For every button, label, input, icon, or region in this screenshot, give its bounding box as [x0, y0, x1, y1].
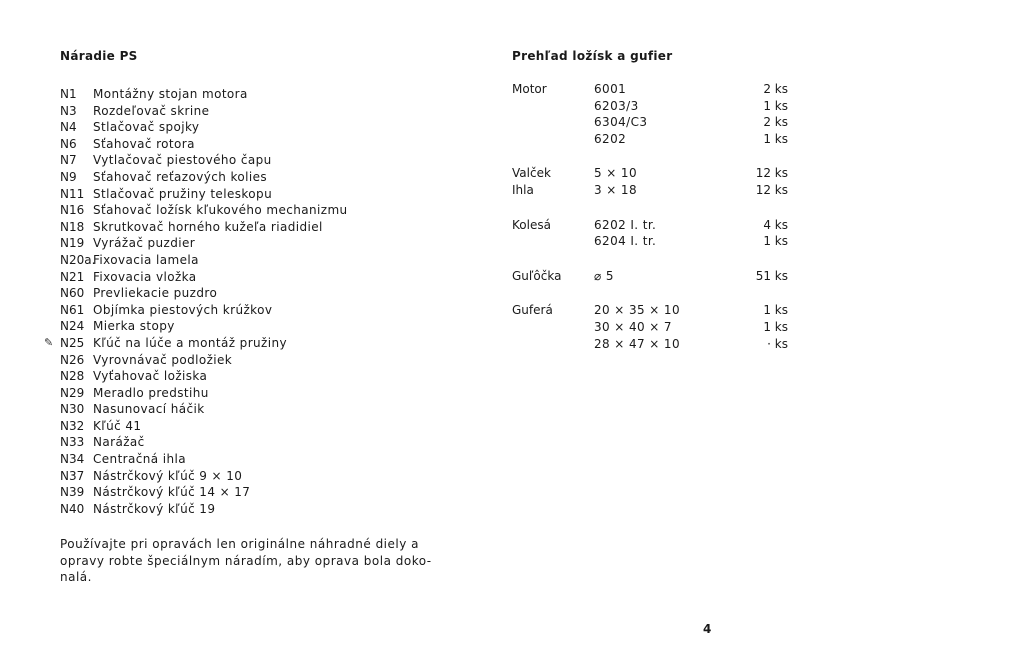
- tool-name: Vyrážač puzdier: [93, 236, 196, 251]
- tool-code: N40: [60, 501, 85, 516]
- tool-row: [60, 418, 348, 435]
- bearing-size: 5 × 10: [594, 166, 637, 181]
- tool-name: Vytlačovač piestového čapu: [93, 153, 272, 168]
- bearing-size: 6202 I. tr.: [594, 217, 657, 232]
- bearing-quantity: 12 ks: [755, 182, 788, 197]
- tool-list: [44, 86, 348, 517]
- tool-name: Nástrčkový kľúč 9 × 10: [93, 468, 243, 483]
- bearing-category: Guferá: [512, 303, 553, 318]
- tool-name: Centračná ihla: [93, 452, 186, 467]
- tool-row: [60, 86, 348, 103]
- bearing-category: Ihla: [512, 182, 534, 197]
- tool-code: N29: [60, 385, 85, 400]
- bearing-size: 20 × 35 × 10: [594, 303, 680, 318]
- tool-name: Kľúč na lúče a montáž pružiny: [93, 335, 287, 350]
- tool-name: Skrutkovač horného kužeľa riadidiel: [93, 219, 323, 234]
- tool-row: [60, 385, 348, 402]
- tool-row: [60, 501, 348, 518]
- tool-row: [60, 302, 348, 319]
- tool-code: N24: [60, 319, 85, 334]
- bearing-size: 6202: [594, 131, 627, 146]
- tool-row: [60, 219, 348, 236]
- tools-title: Náradie PS: [60, 49, 138, 63]
- bearing-size: 6204 I. tr.: [594, 234, 657, 249]
- bearing-row: [512, 182, 802, 199]
- tool-code: N25: [60, 335, 85, 350]
- note-line: nalá.: [60, 570, 92, 584]
- tool-row: [60, 235, 348, 252]
- tool-row: [60, 152, 348, 169]
- tool-code: N33: [60, 435, 85, 450]
- bearing-row: [512, 131, 802, 148]
- bearing-category: Guľôčka: [512, 268, 562, 283]
- tool-code: N16: [60, 203, 85, 218]
- bearing-row: [512, 302, 802, 319]
- bearing-quantity: 51 ks: [755, 268, 788, 283]
- tool-row: [60, 451, 348, 468]
- bearing-quantity: 1 ks: [763, 234, 788, 249]
- tool-name: Stlačovač spojky: [93, 120, 200, 135]
- tool-row: [60, 103, 348, 120]
- tool-name: Fixovacia lamela: [93, 252, 199, 267]
- tool-row: [60, 468, 348, 485]
- bearing-row: [512, 217, 802, 234]
- tool-code: N37: [60, 468, 85, 483]
- tool-name: Sťahovač ložísk kľukového mechanizmu: [93, 203, 348, 218]
- bearing-row: [512, 114, 802, 131]
- bearing-size: 30 × 40 × 7: [594, 319, 672, 334]
- tool-code: N32: [60, 418, 85, 433]
- bearing-row: [512, 319, 802, 336]
- tool-name: Kľúč 41: [93, 418, 142, 433]
- bearing-category: Kolesá: [512, 217, 551, 232]
- bearings-title: Prehľad ložísk a gufier: [512, 49, 673, 63]
- tool-code: N20a.: [60, 252, 96, 267]
- tool-name: Vyrovnávač podložiek: [93, 352, 233, 367]
- tool-code: N34: [60, 452, 85, 467]
- bearing-quantity: 1 ks: [763, 319, 788, 334]
- bearing-quantity: 2 ks: [763, 82, 788, 96]
- bearing-category: Valček: [512, 166, 551, 181]
- tool-code: N30: [60, 402, 85, 417]
- tool-name: Mierka stopy: [93, 319, 175, 334]
- bearing-table: [512, 81, 802, 352]
- tool-code: N28: [60, 369, 85, 384]
- tool-row: [60, 202, 348, 219]
- note-line: opravy robte špeciálnym náradím, aby oprava bola doko-: [60, 553, 432, 568]
- tool-code: N19: [60, 236, 85, 251]
- tool-name: Narážač: [93, 435, 145, 450]
- tool-code: N39: [60, 485, 85, 500]
- tool-row: [60, 352, 348, 369]
- tool-code: N9: [60, 169, 77, 184]
- bearing-row: [512, 98, 802, 115]
- tool-row: [60, 318, 348, 335]
- tool-code: N3: [60, 103, 77, 118]
- tool-name: Sťahovač rotora: [93, 136, 195, 151]
- tool-code: N6: [60, 136, 77, 151]
- pen-mark-icon: ✎: [44, 335, 54, 349]
- tool-name: Prevliekacie puzdro: [93, 286, 218, 301]
- tool-name: Nasunovací háčik: [93, 402, 205, 417]
- bearing-quantity: 1 ks: [763, 98, 788, 113]
- tool-code: N1: [60, 87, 77, 101]
- tool-row: [60, 136, 348, 153]
- tool-code: N7: [60, 153, 77, 168]
- tool-name: Nástrčkový kľúč 14 × 17: [93, 485, 251, 500]
- bearing-quantity: 2 ks: [763, 115, 788, 130]
- tool-row: [60, 169, 348, 186]
- tool-row: [44, 335, 348, 352]
- bearing-row: [512, 165, 802, 182]
- note-line: Používajte pri opravách len originálne náhradné diely a: [60, 537, 419, 551]
- tool-row: [60, 434, 348, 451]
- tool-name: Nástrčkový kľúč 19: [93, 501, 216, 516]
- bearing-quantity: 12 ks: [755, 166, 788, 181]
- bearing-quantity: 4 ks: [763, 217, 788, 232]
- bearing-size: 6001: [594, 82, 627, 96]
- tool-name: Montážny stojan motora: [93, 87, 248, 101]
- bearing-row: [512, 233, 802, 250]
- tool-code: N18: [60, 219, 85, 234]
- tool-row: [60, 186, 348, 203]
- tool-name: Vyťahovač ložiska: [93, 369, 208, 384]
- tool-name: Rozdeľovač skrine: [93, 103, 210, 118]
- tool-row: [60, 252, 348, 269]
- tool-row: [60, 368, 348, 385]
- tool-name: Sťahovač reťazových kolies: [93, 169, 268, 184]
- bearing-quantity: · ks: [767, 336, 788, 351]
- tool-code: N61: [60, 302, 85, 317]
- tool-code: N21: [60, 269, 85, 284]
- tool-name: Stlačovač pružiny teleskopu: [93, 186, 273, 201]
- bearing-quantity: 1 ks: [763, 131, 788, 146]
- bearing-size: 6304/C3: [594, 115, 648, 130]
- bearing-quantity: 1 ks: [763, 303, 788, 318]
- tool-name: Objímka piestových krúžkov: [93, 302, 273, 317]
- bearing-row: [512, 336, 802, 353]
- tool-row: [60, 269, 348, 286]
- tool-code: N4: [60, 120, 77, 135]
- tool-row: [60, 119, 348, 136]
- tool-code: N11: [60, 186, 85, 201]
- tool-code: N26: [60, 352, 85, 367]
- bearing-size: ⌀ 5: [594, 268, 614, 283]
- tool-row: [60, 484, 348, 501]
- bearing-category: Motor: [512, 82, 547, 96]
- tool-name: Meradlo predstihu: [93, 385, 209, 400]
- usage-note: [60, 536, 470, 586]
- tool-row: [60, 401, 348, 418]
- page-number: 4: [703, 622, 712, 636]
- tool-name: Fixovacia vložka: [93, 269, 197, 284]
- tool-code: N60: [60, 286, 85, 301]
- bearing-size: 6203/3: [594, 98, 639, 113]
- bearing-size: 3 × 18: [594, 182, 637, 197]
- bearing-row: [512, 268, 802, 285]
- bearing-row: [512, 81, 802, 98]
- tool-row: [60, 285, 348, 302]
- bearing-size: 28 × 47 × 10: [594, 336, 680, 351]
